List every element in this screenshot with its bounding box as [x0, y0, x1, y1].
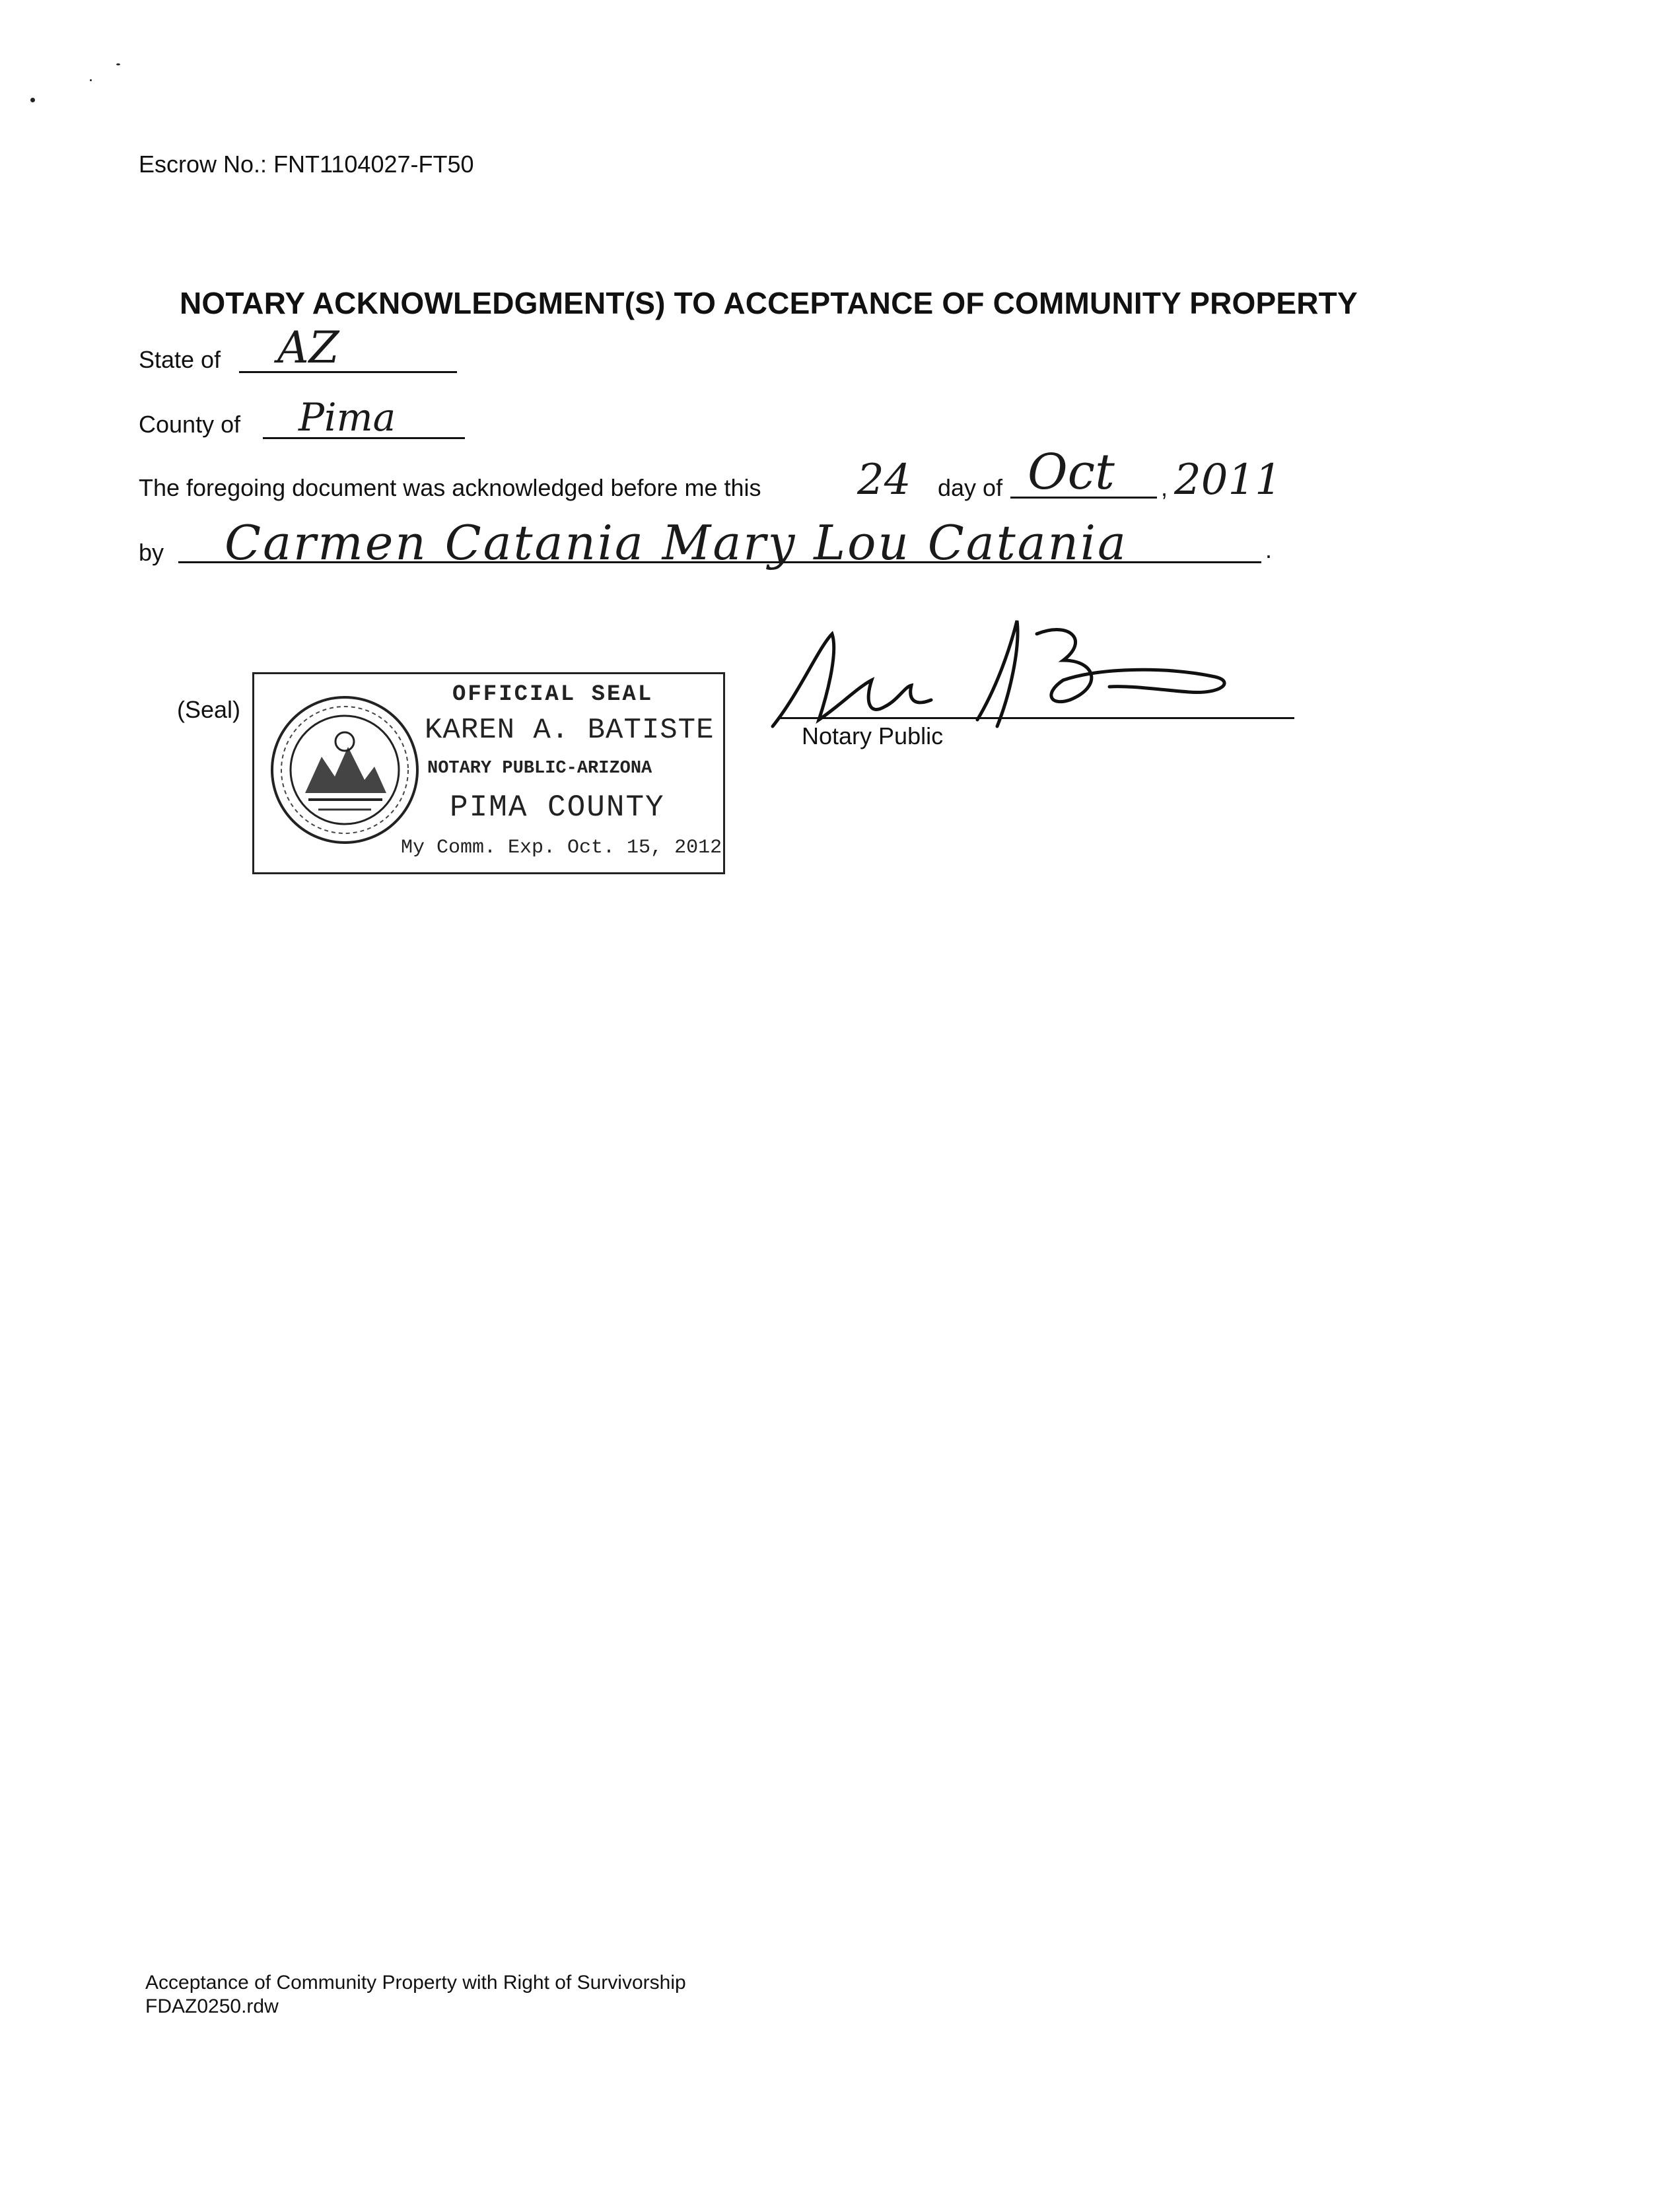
seal-label: (Seal) [177, 696, 241, 723]
document-title: NOTARY ACKNOWLEDGMENT(S) TO ACCEPTANCE OF COMMUNITY PROPERTY [180, 286, 1358, 320]
county-value: Pima [298, 395, 396, 440]
escrow-label: Escrow No.: [139, 151, 267, 178]
stamp-line-4: PIMA COUNTY [450, 790, 665, 825]
acknowledgment-month: Oct [1028, 444, 1115, 501]
acknowledgment-year: 2011 [1174, 456, 1282, 504]
acknowledgment-text: The foregoing document was acknowledged before me this [139, 474, 761, 501]
stamp-line-5: My Comm. Exp. Oct. 15, 2012 [401, 837, 722, 859]
escrow-line [139, 151, 474, 178]
state-underline [239, 371, 457, 373]
notary-signature-line [779, 717, 1294, 719]
notary-stamp [252, 672, 725, 874]
escrow-number: FNT1104027-FT50 [273, 151, 474, 178]
by-period: . [1265, 536, 1273, 563]
day-of-label: day of [938, 474, 1003, 501]
footer-line-1: Acceptance of Community Property with Right of Survivorship [145, 1972, 686, 1994]
footer [145, 1971, 686, 2019]
stamp-line-2: KAREN A. BATISTE [425, 714, 715, 747]
county-label: County of [139, 411, 241, 438]
acknowledgment-day: 24 [857, 456, 911, 504]
footer-line-2: FDAZ0250.rdw [145, 1995, 279, 2017]
notary-public-label: Notary Public [802, 722, 944, 749]
stamp-line-3: NOTARY PUBLIC-ARIZONA [427, 759, 652, 779]
arizona-state-seal-icon [269, 694, 421, 846]
comma: , [1161, 474, 1168, 501]
state-label: State of [139, 346, 221, 373]
state-value: AZ [277, 322, 339, 373]
by-label: by [139, 539, 164, 566]
stamp-line-1: OFFICIAL SEAL [452, 682, 654, 707]
signer-names: Carmen Catania Mary Lou Catania [225, 515, 1128, 571]
